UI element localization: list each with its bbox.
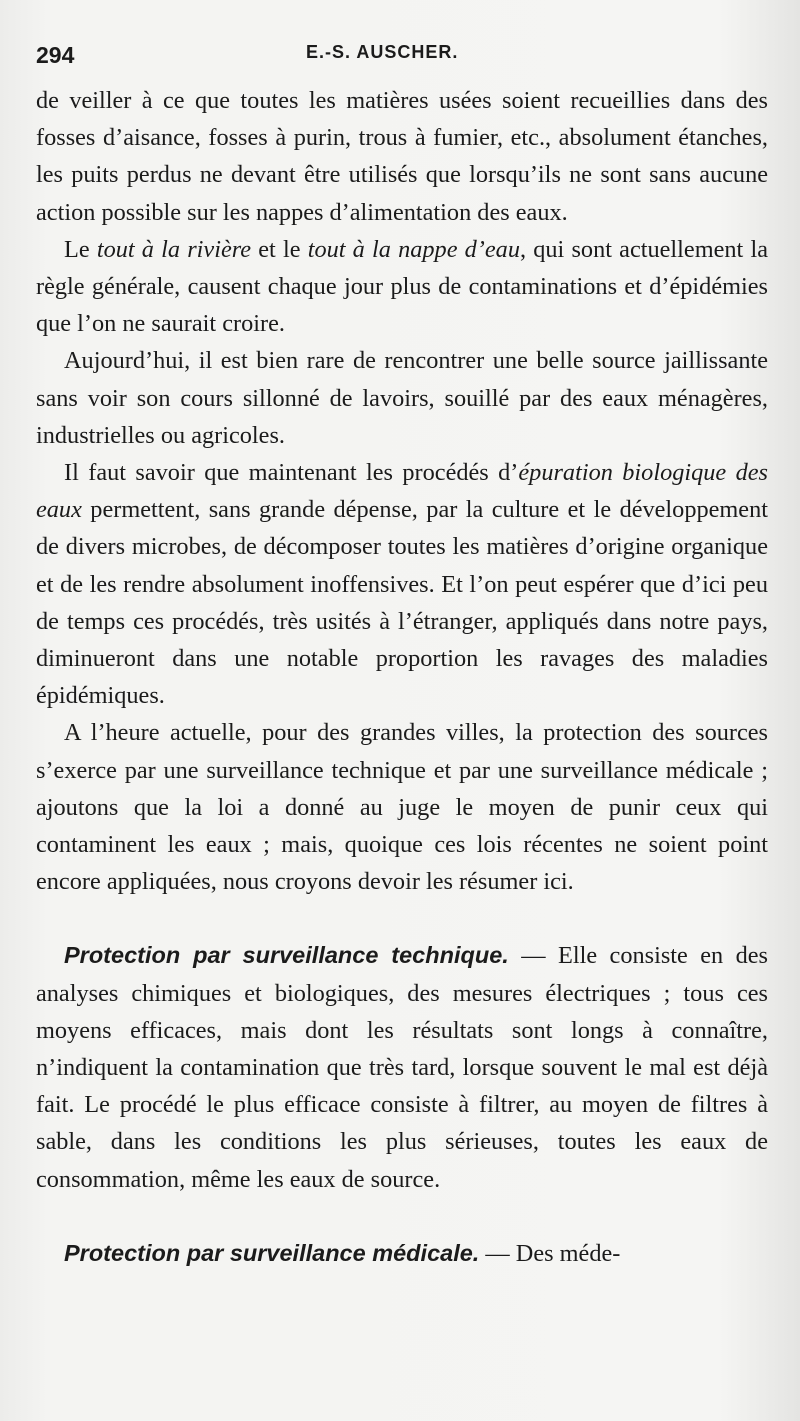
paragraph: Aujourd’hui, il est bien rare de rencontrer une belle source jaillissante sans voir son cours sillonné de lavoirs, souillé par des eaux ménagères, industrielles ou agricoles.: [36, 347, 768, 449]
section-text: — Des méde-: [479, 1239, 621, 1267]
paragraph-text: Le: [64, 235, 97, 263]
paragraph-text: Il faut savoir que maintenant les procédés d’: [64, 459, 519, 487]
page-header: [36, 42, 766, 74]
paragraph: [36, 231, 768, 343]
section-paragraph: [36, 937, 768, 1197]
paragraph-text: , qui sont actuellement la règle générale, causent chaque jour plus de contaminations et d’épidémies que l’on ne saurait croire.: [36, 235, 768, 338]
italic-phrase: tout à la rivière: [96, 235, 252, 263]
paragraph: de veiller à ce que toutes les matières usées soient recueillies dans des fosses d’aisance, fosses à purin, trous à fumier, etc., absolument étanches, les puits perdus ne devant être utilisés que lorsqu’ils ne sont sans aucune action possible sur les nappes d’alimentation des eaux.: [36, 87, 768, 226]
page-body: [36, 82, 768, 1272]
section-spacer: [36, 900, 768, 937]
paragraph-text: permettent, sans grande dépense, par la culture et le développement de divers microbes, de décomposer toutes les matières d’origine organique et de les rendre absolument inoffensives. Et l’on peut espérer que d’ici peu de temps ces procédés, très usités à l’étranger, appliqués dans notre pays, diminueront dans une notable proportion les ravages des maladies épidémiques.: [36, 496, 768, 710]
paragraph: A l’heure actuelle, pour des grandes villes, la protection des sources s’exerce par une surveillance technique et par une surveillance médicale ; ajoutons que la loi a donné au juge le moyen de punir ceux qui contaminent les eaux ; mais, quoique ces lois récentes ne soient point encore appliquées, nous croyons devoir les résumer ici.: [36, 719, 768, 896]
section-heading: Protection par surveillance médicale.: [64, 1239, 480, 1266]
paragraph: [36, 454, 768, 714]
italic-phrase: tout à la nappe d’eau: [307, 235, 520, 263]
page-number: 294: [36, 42, 75, 68]
section-spacer: [36, 1198, 768, 1235]
section-text: — Elle consiste en des analyses chimiques et biologiques, des mesures électriques ; tous ces moyens efficaces, mais dont les résultats sont longs à connaître, n’indiquent la contamination que très tard, lorsque souvent le mal est déjà fait. Le procédé le plus efficace consiste à filtrer, au moyen de filtres à sable, dans les conditions les plus sérieuses, toutes les eaux de consommation, même les eaux de source.: [36, 942, 768, 1193]
paragraph-text: et le: [251, 235, 308, 263]
italic-phrase: épuration biologique des eaux: [36, 459, 768, 524]
section-heading: Protection par surveillance technique.: [64, 942, 509, 969]
section-paragraph: [36, 1235, 768, 1272]
running-head: E.-S. AUSCHER.: [306, 42, 459, 62]
